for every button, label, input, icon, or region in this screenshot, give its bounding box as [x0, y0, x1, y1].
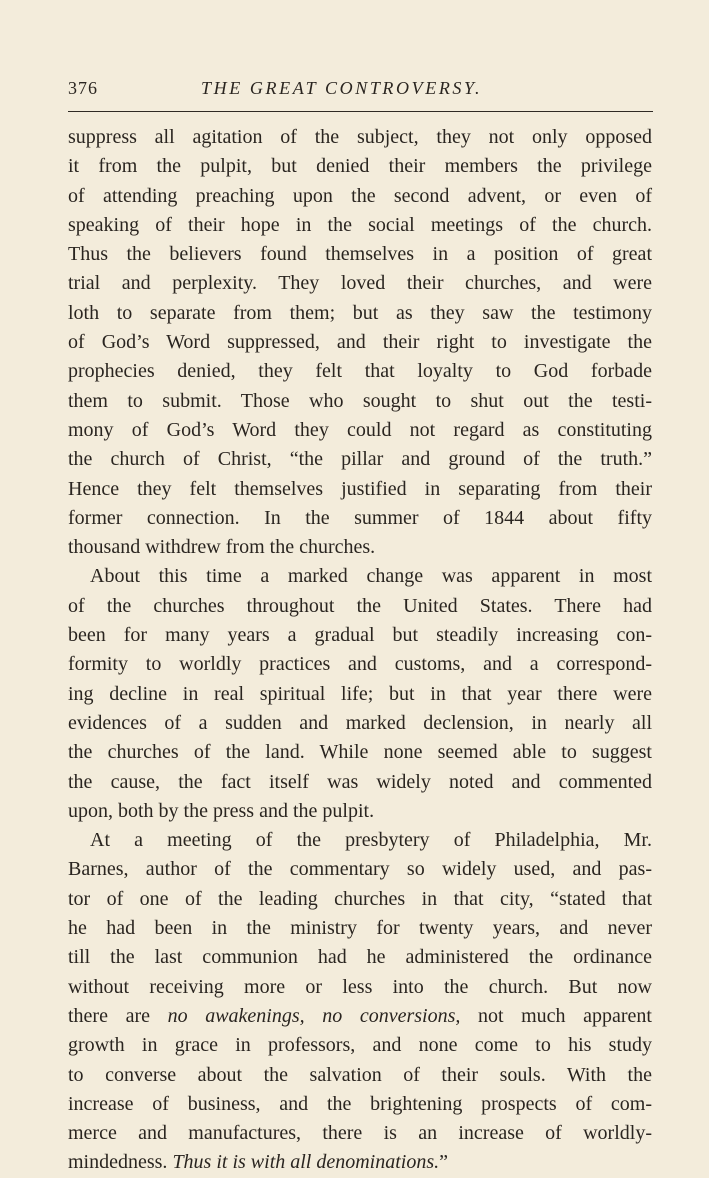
text-line-with-italic: [68, 1002, 652, 1031]
text-line: the churches of the land. While none seemed able to suggest: [68, 741, 652, 764]
text-segment: not much apparent: [460, 1004, 652, 1027]
text-line: of God’s Word suppressed, and their right to investigate the: [68, 331, 652, 354]
text-line: the church of Christ, “the pillar and ground of the truth.”: [68, 448, 652, 471]
page-header: [68, 78, 653, 102]
body-text: [68, 123, 652, 1178]
text-line: to converse about the salvation of their souls. With the: [68, 1063, 652, 1086]
text-line: of the churches throughout the United States. There had: [68, 594, 652, 617]
text-line: evidences of a sudden and marked declension, in nearly all: [68, 711, 652, 734]
text-line: growth in grace in professors, and none come to his study: [68, 1034, 652, 1057]
text-line: the cause, the fact itself was widely noted and commented: [68, 770, 652, 793]
text-line: Hence they felt themselves justified in separating from their: [68, 477, 652, 500]
paragraph-3: [68, 826, 652, 1178]
text-line: of attending preaching upon the second advent, or even of: [68, 184, 652, 207]
text-segment: there are: [68, 1004, 168, 1027]
text-line: ing decline in real spiritual life; but in that year there were: [68, 682, 652, 705]
text-line: them to submit. Those who sought to shut out the testi-: [68, 389, 652, 412]
text-line: been for many years a gradual but steadily increasing con-: [68, 624, 652, 647]
paragraph-2: [68, 562, 652, 826]
text-line: speaking of their hope in the social meetings of the church.: [68, 213, 652, 236]
text-line: At a meeting of the presbytery of Philadelphia, Mr.: [90, 829, 652, 852]
text-line: tor of one of the leading churches in that city, “stated that: [68, 887, 652, 910]
text-line-with-italic: [68, 1148, 652, 1177]
text-line: merce and manufactures, there is an increase of worldly-: [68, 1122, 652, 1145]
text-line: Barnes, author of the commentary so widely used, and pas-: [68, 858, 652, 881]
text-line: thousand withdrew from the churches.: [68, 536, 376, 559]
text-line: upon, both by the press and the pulpit.: [68, 799, 375, 822]
italic-emphasis: no awakenings, no conversions,: [167, 1004, 461, 1027]
text-line: without receiving more or less into the church. But now: [68, 975, 652, 998]
text-line: it from the pulpit, but denied their members the privilege: [68, 155, 652, 178]
paragraph-1: [68, 123, 652, 562]
text-line: he had been in the ministry for twenty years, and never: [68, 917, 652, 940]
text-line: suppress all agitation of the subject, they not only opposed: [68, 126, 652, 148]
text-line: increase of business, and the brightening prospects of com-: [68, 1092, 652, 1115]
text-line: formity to worldly practices and customs, and a correspond-: [68, 653, 652, 676]
text-segment: mindedness.: [68, 1151, 173, 1174]
text-line: loth to separate from them; but as they saw the testimony: [68, 301, 652, 324]
text-line: About this time a marked change was apparent in most: [90, 565, 652, 588]
running-head: THE GREAT CONTROVERSY.: [201, 78, 483, 98]
text-segment: ”: [439, 1151, 449, 1174]
page-number: 376: [68, 78, 98, 98]
header-rule: [68, 111, 653, 112]
italic-emphasis: Thus it is with all denominations.: [172, 1151, 440, 1174]
text-line: trial and perplexity. They loved their churches, and were: [68, 272, 652, 295]
text-line: mony of God’s Word they could not regard as constituting: [68, 418, 652, 441]
text-line: till the last communion had he administered the ordinance: [68, 946, 652, 969]
text-line: Thus the believers found themselves in a position of great: [68, 243, 652, 266]
text-line: prophecies denied, they felt that loyalty to God forbade: [68, 360, 652, 383]
text-line: former connection. In the summer of 1844 about fifty: [68, 506, 652, 529]
